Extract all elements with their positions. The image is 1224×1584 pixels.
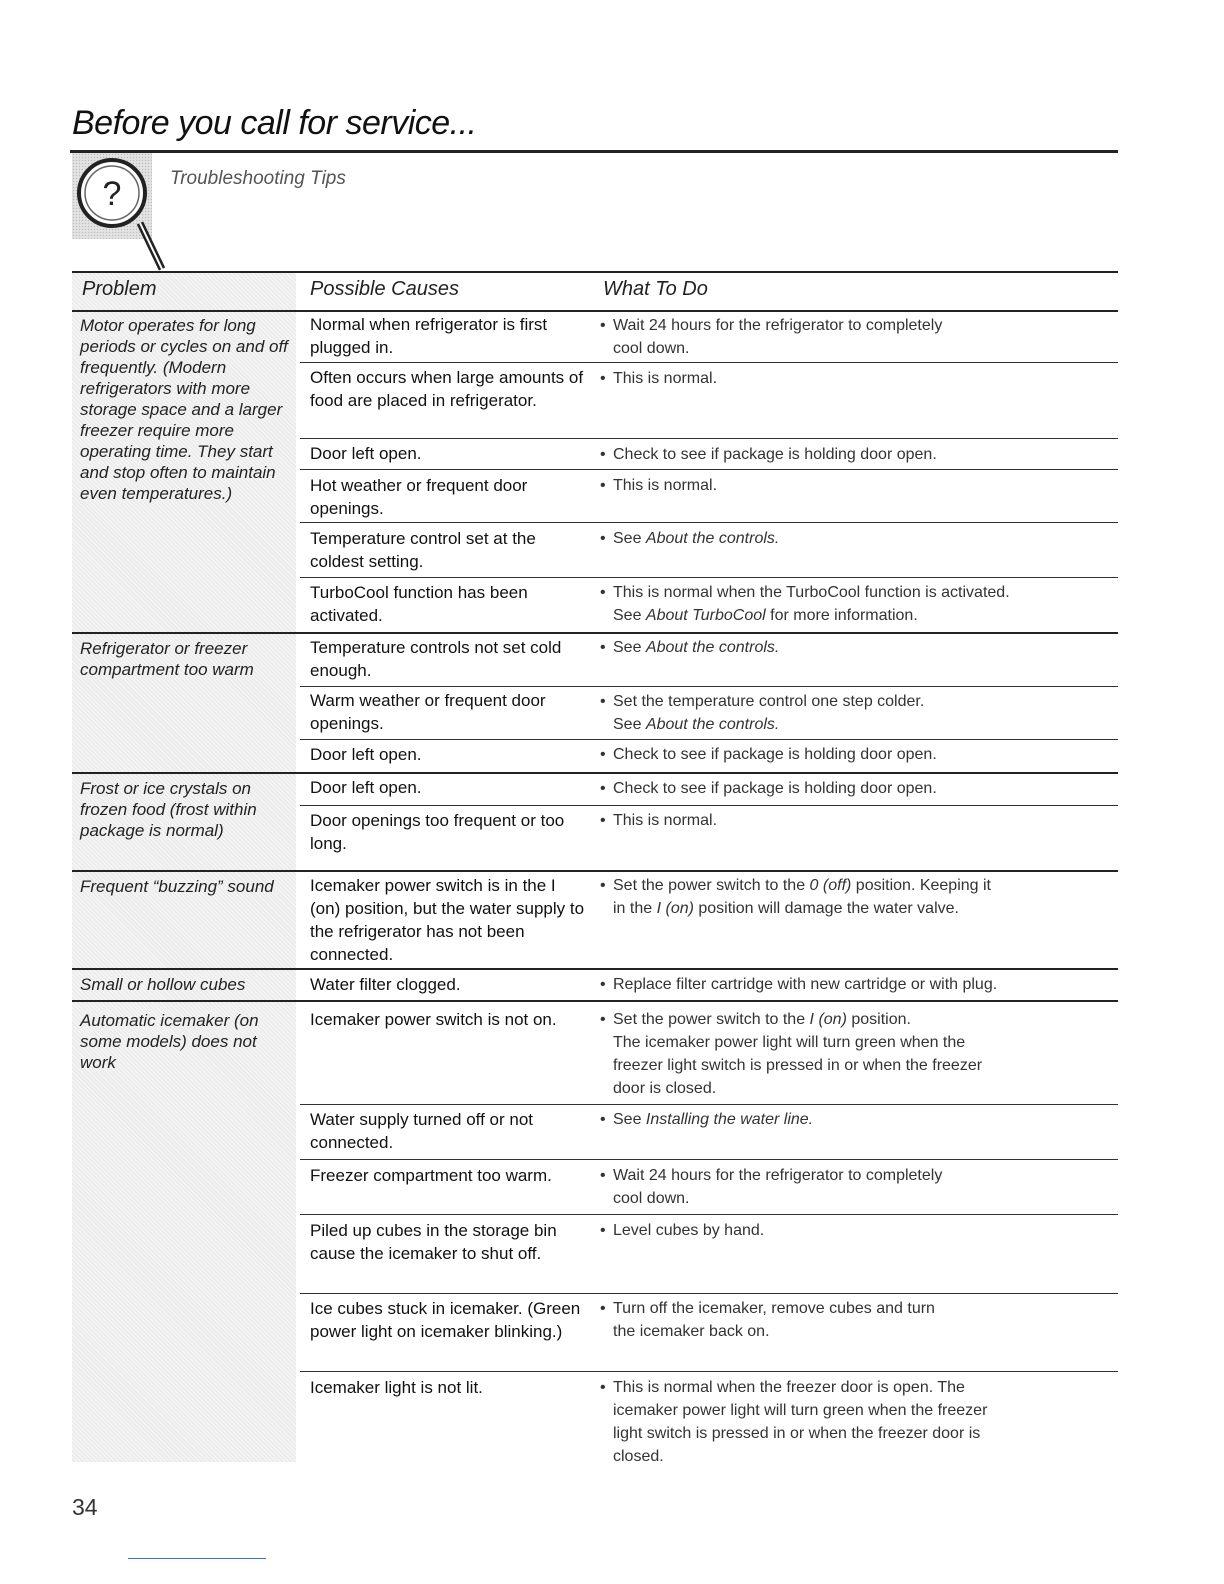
todo-cell: • Turn off the icemaker, remove cubes and turn the icemaker back on.	[600, 1300, 935, 1340]
column-header-todo: What To Do	[603, 278, 708, 300]
svg-text:?: ?	[102, 175, 122, 213]
todo-cell: • This is normal when the TurboCool function is activated. See About TurboCool for more information.	[600, 584, 1010, 624]
cause-cell: Hot weather or frequent door openings.	[310, 476, 528, 518]
row-rule	[300, 1371, 1118, 1372]
todo-cell: • See Installing the water line.	[600, 1111, 814, 1128]
problem-small-cubes: Small or hollow cubes	[80, 975, 246, 994]
cause-cell: Icemaker light is not lit.	[310, 1378, 483, 1397]
row-rule	[300, 362, 1118, 363]
column-header-causes: Possible Causes	[310, 278, 459, 300]
section-rule	[72, 1000, 1118, 1002]
section-subtitle: Troubleshooting Tips	[170, 168, 346, 189]
todo-cell: • Wait 24 hours for the refrigerator to completely cool down.	[600, 317, 943, 357]
cause-cell: Door left open.	[310, 444, 422, 463]
todo-cell: • Check to see if package is holding door open.	[600, 780, 937, 797]
row-rule	[300, 1159, 1118, 1160]
todo-cell: • This is normal.	[600, 370, 718, 387]
problem-frost: Frost or ice crystals on frozen food (frost within package is normal)	[80, 779, 257, 840]
row-rule	[300, 1214, 1118, 1215]
cause-cell: Piled up cubes in the storage bin cause the icemaker to shut off.	[310, 1221, 557, 1263]
todo-cell: • Replace filter cartridge with new cartridge or with plug.	[600, 976, 998, 993]
column-header-problem: Problem	[82, 278, 157, 300]
cause-cell: Water filter clogged.	[310, 975, 461, 994]
cause-cell: Ice cubes stuck in icemaker. (Green power light on icemaker blinking.)	[310, 1299, 581, 1341]
todo-cell: • See About the controls.	[600, 639, 780, 656]
page-title: Before you call for service...	[72, 104, 477, 142]
section-rule	[72, 968, 1118, 970]
todo-cell: • See About the controls.	[600, 530, 780, 547]
cause-cell: Often occurs when large amounts of food are placed in refrigerator.	[310, 368, 584, 410]
page-number: 34	[72, 1494, 98, 1520]
title-rule	[70, 150, 1118, 153]
header-bottom-rule	[72, 310, 1118, 312]
row-rule	[300, 1104, 1118, 1105]
table-top-rule	[72, 271, 1118, 273]
cause-cell: Normal when refrigerator is first plugged in.	[310, 315, 548, 357]
cause-cell: Door openings too frequent or too long.	[310, 811, 565, 853]
todo-cell: • Set the power switch to the I (on) position. The icemaker power light will turn green when the freezer light switch is pressed in or when the freezer door is closed.	[600, 1011, 983, 1097]
todo-cell: • Wait 24 hours for the refrigerator to completely cool down.	[600, 1167, 943, 1207]
todo-cell: • Check to see if package is holding door open.	[600, 746, 937, 763]
footer-rule	[128, 1558, 266, 1559]
cause-cell: TurboCool function has been activated.	[310, 583, 528, 625]
cause-cell: Door left open.	[310, 745, 422, 764]
row-rule	[300, 686, 1118, 687]
todo-cell: • Set the temperature control one step colder. See About the controls.	[600, 693, 925, 733]
row-rule	[300, 739, 1118, 740]
row-rule	[300, 469, 1118, 470]
cause-cell: Freezer compartment too warm.	[310, 1166, 552, 1185]
section-rule	[72, 772, 1118, 774]
cause-cell: Water supply turned off or not connected.	[310, 1110, 534, 1152]
problem-buzzing: Frequent “buzzing” sound	[80, 877, 274, 896]
cause-cell: Door left open.	[310, 778, 422, 797]
problem-too-warm: Refrigerator or freezer compartment too warm	[80, 639, 254, 679]
section-rule	[72, 632, 1118, 634]
row-rule	[300, 577, 1118, 578]
todo-cell: • Level cubes by hand.	[600, 1222, 765, 1239]
cause-cell: Temperature controls not set cold enough.	[310, 638, 562, 680]
todo-cell: • Set the power switch to the 0 (off) position. Keeping it in the I (on) position will damage the water valve.	[600, 877, 991, 917]
question-magnifier-icon	[72, 153, 172, 273]
row-rule	[300, 438, 1118, 439]
section-rule	[72, 870, 1118, 872]
todo-cell: • Check to see if package is holding door open.	[600, 446, 937, 463]
todo-cell: • This is normal.	[600, 477, 718, 494]
problem-icemaker: Automatic icemaker (on some models) does not work	[80, 1011, 259, 1072]
problem-motor-operates: Motor operates for long periods or cycles on and off frequently. (Modern refrigerators with more storage space and a larger freezer require more operating time. They start and stop often to maintain even temperatures.)	[80, 316, 288, 503]
cause-cell: Icemaker power switch is not on.	[310, 1010, 557, 1029]
row-rule	[300, 1293, 1118, 1294]
todo-cell: • This is normal.	[600, 812, 718, 829]
row-rule	[300, 522, 1118, 523]
todo-cell: • This is normal when the freezer door is open. The icemaker power light will turn green when the freezer light switch is pressed in or when the freezer door is closed.	[600, 1379, 988, 1465]
cause-cell: Warm weather or frequent door openings.	[310, 691, 546, 733]
row-rule	[300, 805, 1118, 806]
cause-cell: Temperature control set at the coldest setting.	[310, 529, 536, 571]
cause-cell: Icemaker power switch is in the I (on) position, but the water supply to the refrigerator has not been connected.	[310, 876, 585, 964]
